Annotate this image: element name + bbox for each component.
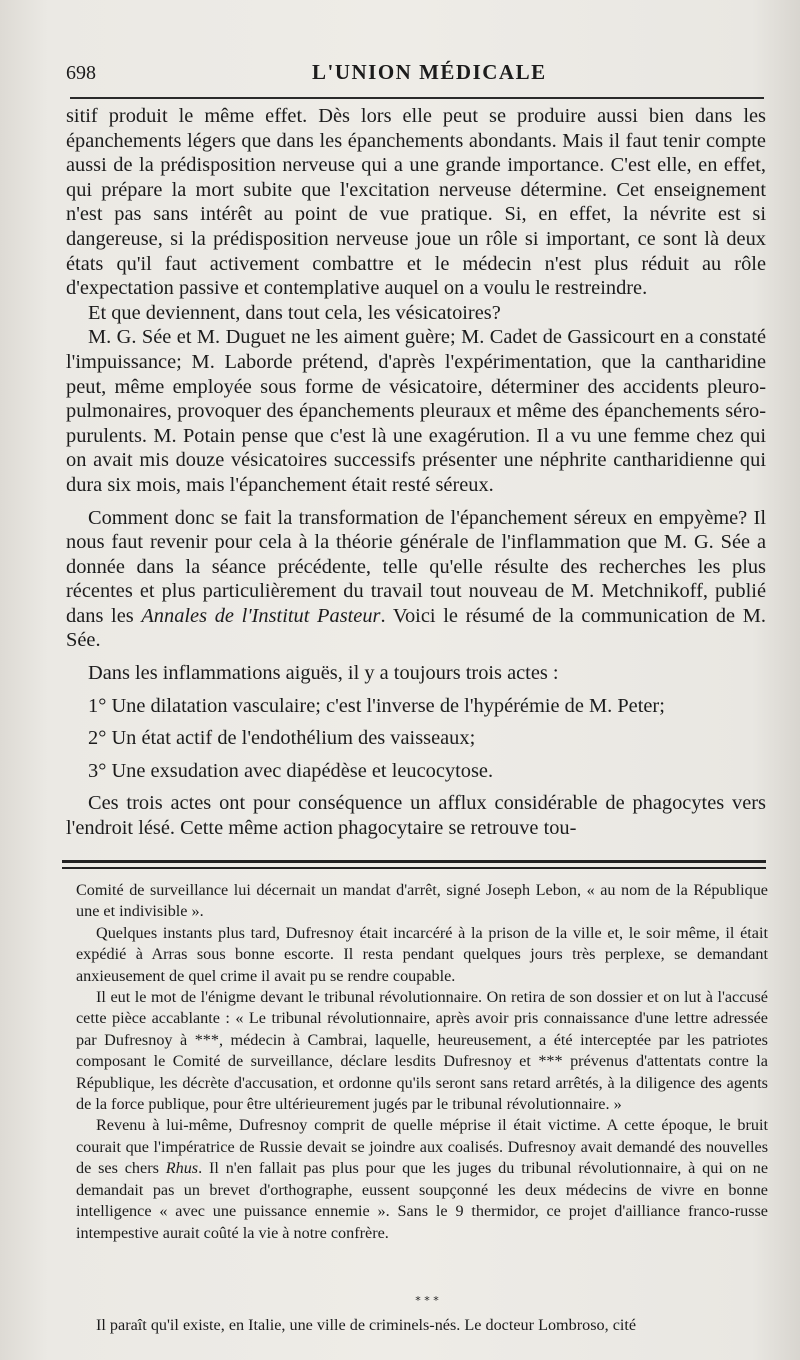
main-article: [66, 104, 766, 841]
feuilleton-paragraph: Quelques instants plus tard, Dufresnoy était incarcéré à la prison de la ville et, le soir même, il était expédié à Arras sous bonne escorte. Il resta pendant quelques jours très perplexe, se demandant anxieusement de quel crime il avait pu se rendre coupable.: [76, 923, 768, 985]
list-item: 2° Un état actif de l'endothélium des vaisseaux;: [88, 727, 476, 750]
paragraph-text: . Voici le résumé de la communication de M. Sée.: [66, 604, 766, 652]
feuilleton: [76, 880, 768, 1244]
article-paragraph: [66, 506, 766, 654]
journal-title: Annales de l'Institut Pasteur: [141, 604, 381, 627]
feuilleton-separator: [62, 860, 766, 863]
acts-list: [66, 694, 766, 784]
article-paragraph: Et que deviennent, dans tout cela, les vésicatoires?: [88, 301, 501, 324]
feuilleton-paragraph: [76, 1115, 768, 1243]
article-paragraph: sitif produit le même effet. Dès lors elle peut se produire aussi bien dans les épanchements légers que dans les épanchements abondants. Mais il faut tenir compte aussi de la prédisposition nerveuse qui a une grande importance. C'est elle, en effet, qui prépare la mort subite que l'excitation nerveuse détermine. Cet enseignement n'est pas sans intérêt au point de vue pratique. Si, en effet, la névrite est si dangereuse, si la prédisposition nerveuse joue un rôle si important, ce sont là deux états qu'il faut activement combattre et le médecin n'est plus réduit au rôle d'expectation passive et contemplative auquel on a voulu le restreindre.: [66, 105, 766, 300]
page-header: [64, 56, 764, 92]
plant-name: Rhus: [165, 1159, 199, 1178]
list-item: 1° Une dilatation vasculaire; c'est l'inverse de l'hypérémie de M. Peter;: [88, 694, 665, 717]
list-item: 3° Une exsudation avec diapédèse et leucocytose.: [88, 759, 494, 782]
paragraph-text: Revenu à lui-même, Dufresnoy comprit de quelle méprise il était victime. A cette époque, le bruit courait que l'impératrice de Russie devait se joindre aux coalisés. Dufresnoy avait demandé des nouvelles de ses chers: [76, 1116, 768, 1178]
paragraph-text: . Il n'en fallait pas plus pour que les juges du tribunal révolutionnaire, à qui on ne demandait pas un brevet d'orthographe, eussent soupçonné les deux médecins de vivre en bonne intelligence « avec une puissance ennemie ». Sans le 9 thermidor, ce projet d'ailliance franco-russe intempestive aurait coûté la vie à notre confrère.: [76, 1159, 769, 1242]
header-rule: [70, 97, 764, 99]
acts-intro: Dans les inflammations aiguës, il y a toujours trois actes :: [88, 662, 559, 685]
page-number: 698: [66, 62, 96, 84]
article-paragraph: Ces trois actes ont pour conséquence un afflux considérable de phagocytes vers l'endroit lésé. Cette même action phagocytaire se retrouve tou-: [66, 792, 766, 840]
feuilleton-paragraph: Comité de surveillance lui décernait un mandat d'arrêt, signé Joseph Lebon, « au nom de la République une et indivisible ».: [76, 881, 768, 921]
paragraph-text: Comment donc se fait la transformation de l'épanchement séreux en empyème? Il nous faut revenir pour cela à la théorie générale de l'inflammation que M. G. Sée a donnée dans la séance précédente, telle qu'elle résulte des recherches les plus récentes et plus particulièrement du travail tout nouveau de M. Metchnikoff, publié dans les: [66, 506, 766, 627]
feuilleton-separator: [62, 867, 766, 869]
article-paragraph: M. G. Sée et M. Duguet ne les aiment guère; M. Cadet de Gassicourt en a constaté l'impuissance; M. Laborde prétend, d'après l'expérimentation, que la cantharidine peut, même employée sous forme de vésicatoire, déterminer des accidents pleuro-pulmonaires, provoquer des épanchements pleuraux et même des épanchements séro-purulents. M. Potain pense que c'est là une exagérution. Il a vu une femme chez qui on avait mis douze vésicatoires successifs présenter une néphrite cantharidienne qui dura six mois, mais l'épanchement était resté séreux.: [66, 326, 766, 496]
feuilleton-paragraph: Il eut le mot de l'énigme devant le tribunal révolutionnaire. On retira de son dossier et on lut à l'accusé cette pièce accablante : « Le tribunal révolutionnaire, après avoir pris connaissance d'une lettre adressée par Dufresnoy à ***, médecin à Cambrai, laquelle, heureusement, a été interceptée par les patriotes composant le Comité de surveillance, déclare lesdits Dufresnoy et *** prévenus d'attentats contre la République, les décrète d'accusation, et ordonne qu'ils seront sans retard arrêtés, à la diligence des agents de la force publique, pour être ultérieurement jugés par le tribunal révolutionnaire. »: [76, 988, 768, 1114]
running-title: L'UNION MÉDICALE: [312, 60, 547, 84]
feuilleton-last-line: Il paraît qu'il existe, en Italie, une ville de criminels-nés. Le docteur Lombroso, cité: [96, 1316, 637, 1334]
section-stars: * * *: [415, 1294, 439, 1307]
